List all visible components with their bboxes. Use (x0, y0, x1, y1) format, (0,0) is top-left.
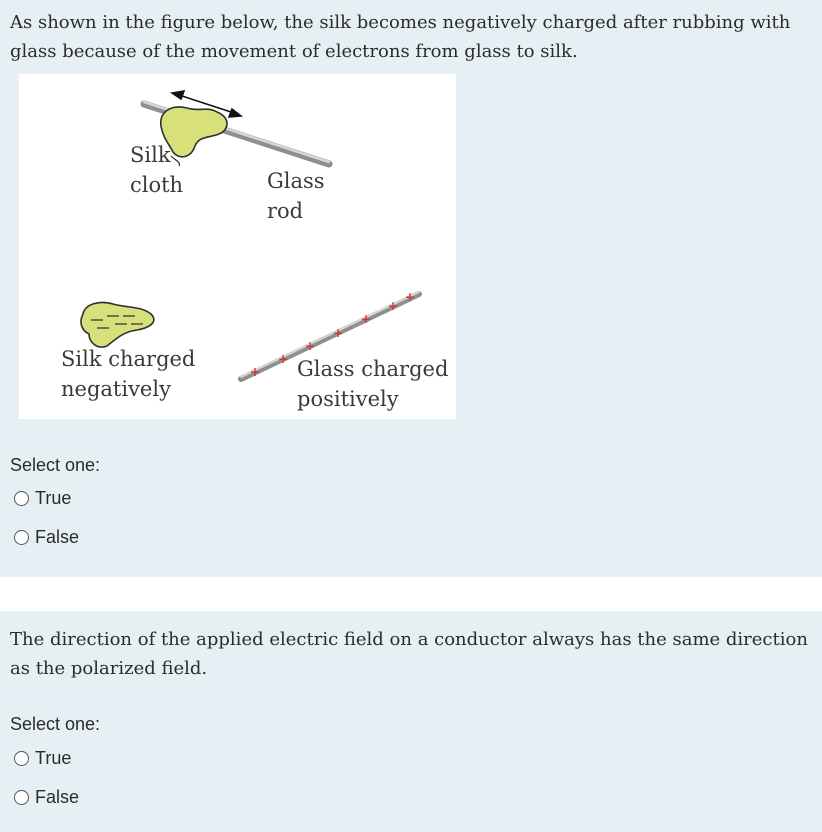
charging-figure (19, 74, 456, 419)
option-true[interactable] (14, 748, 71, 769)
svg-text:+: + (361, 312, 372, 326)
option-false[interactable] (14, 787, 79, 808)
question-2-card (0, 611, 822, 832)
silk-cloth-label: Silk cloth (130, 143, 184, 197)
option-label: False (35, 787, 80, 807)
silk-charged-shape (81, 302, 154, 347)
select-one-label: Select one: (10, 455, 101, 475)
option-label: True (35, 488, 72, 508)
option-label: False (35, 527, 80, 547)
svg-text:+: + (305, 339, 316, 353)
option-true[interactable] (14, 488, 71, 509)
silk-charged-label: Silk charged negatively (61, 347, 196, 401)
question-1-text: As shown in the figure below, the silk becomes negatively charged after rubbing with glass because of the movement of electrons from glass to silk. (10, 12, 791, 62)
svg-text:+: + (388, 299, 399, 313)
svg-text:+: + (278, 352, 289, 366)
radio-icon[interactable] (14, 790, 29, 805)
option-false[interactable] (14, 527, 79, 548)
radio-icon[interactable] (14, 751, 29, 766)
option-label: True (35, 748, 72, 768)
question-2-text: The direction of the applied electric field on a conductor always has the same direction as the polarized field. (10, 629, 808, 679)
radio-icon[interactable] (14, 530, 29, 545)
svg-text:+: + (250, 365, 261, 379)
select-one-label: Select one: (10, 714, 101, 734)
glass-charged-label: Glass charged positively (297, 357, 449, 411)
svg-text:+: + (333, 326, 344, 340)
radio-icon[interactable] (14, 491, 29, 506)
svg-text:+: + (405, 290, 416, 304)
glass-rod-label: Glass rod (267, 169, 325, 223)
